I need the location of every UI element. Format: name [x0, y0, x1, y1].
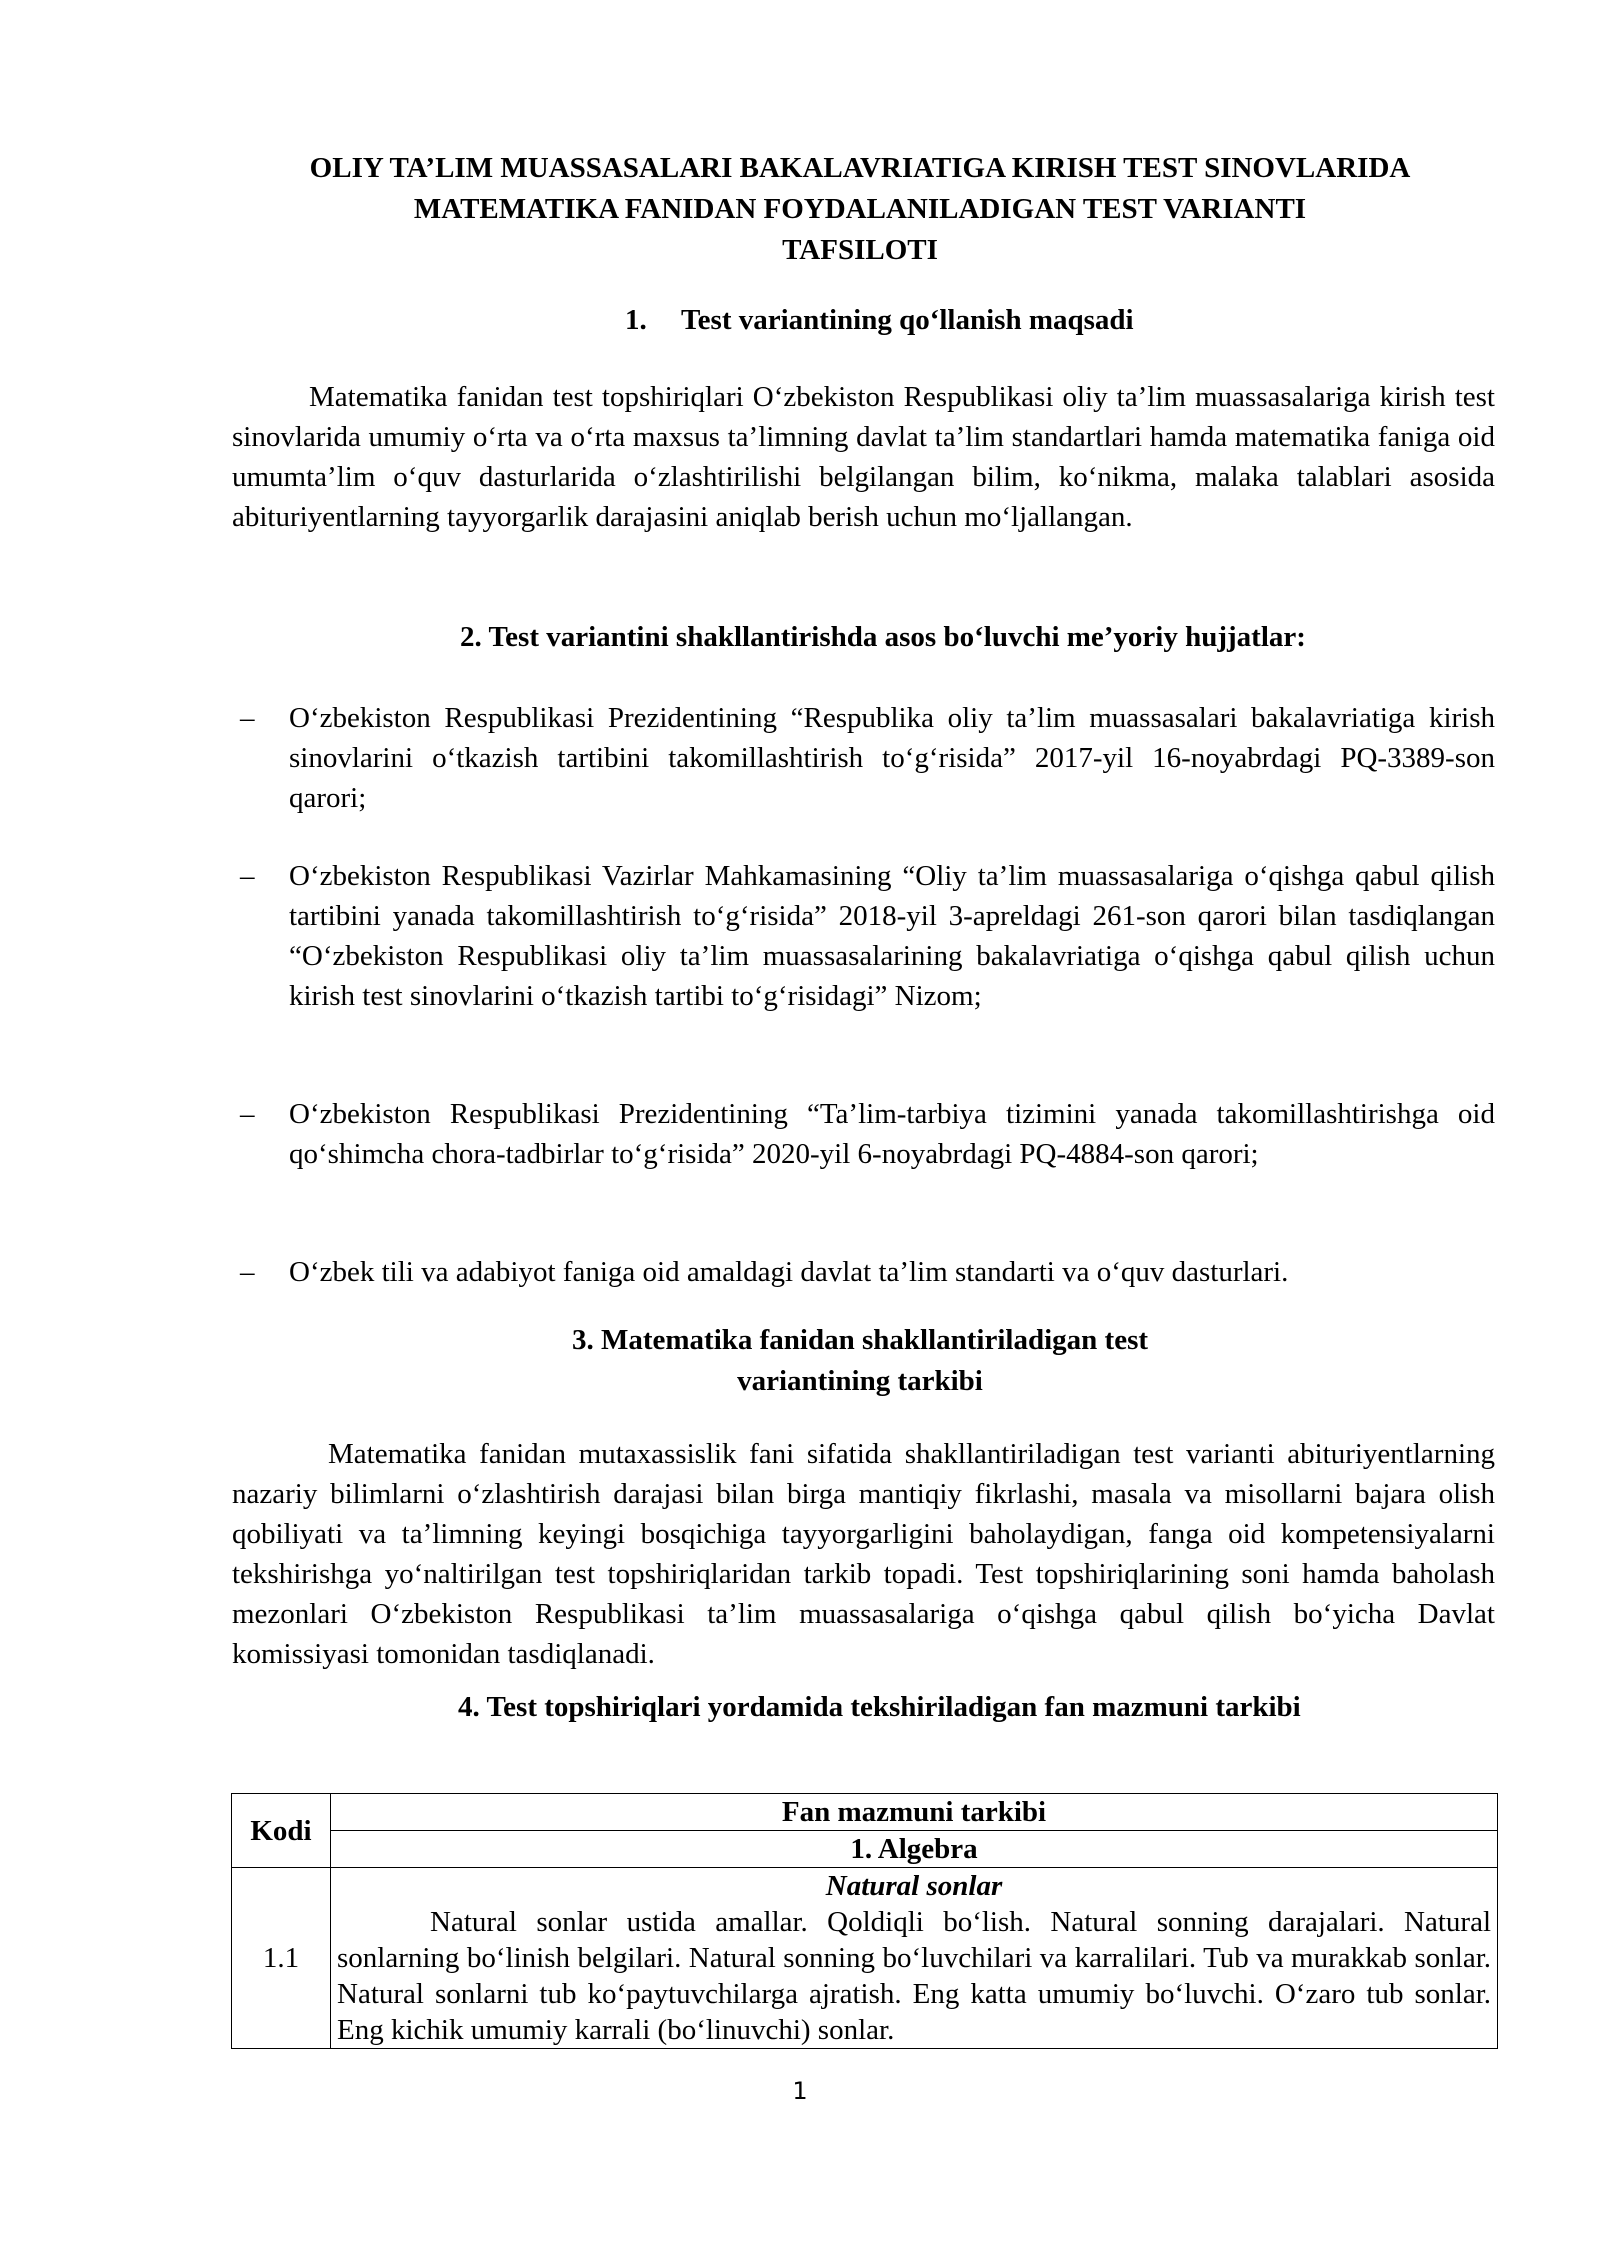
- section-1-number: 1.: [625, 304, 647, 336]
- regulation-list-item: [232, 698, 1495, 818]
- section-3-heading: [200, 1320, 1520, 1402]
- title-line-2: MATEMATIKA FANIDAN FOYDALANILADIGAN TEST VARIANTI: [413, 193, 1307, 225]
- section-1-heading-text: Test variantining qo‘llanish maqsadi: [681, 304, 1134, 336]
- header-code-cell: Kodi: [232, 1794, 331, 1868]
- header-content-cell: Fan mazmuni tarkibi: [331, 1794, 1498, 1831]
- title-line-3: TAFSILOTI: [782, 234, 938, 266]
- regulation-list-item: [232, 1252, 1495, 1292]
- table-row: [232, 1868, 1498, 2049]
- dash-bullet-icon: –: [240, 1256, 255, 1288]
- section-1-paragraph: Matematika fanidan test topshiriqlari O‘zbekiston Respublikasi oliy ta’lim muassasalariga kirish test sinovlarida umumiy o‘rta va o‘rta maxsus ta’limning davlat ta’lim standartlari hamda matematika faniga oid umumta’lim o‘quv dasturlarida o‘zlashtirilishi belgilangan bilim, ko‘nikma, malaka talablari asosida abituriyentlarning tayyorgarlik darajasini aniqlab berish uchun mo‘ljallangan.: [232, 381, 1495, 533]
- section-4-heading: 4. Test topshiriqlari yordamida tekshiriladigan fan mazmuni tarkibi: [458, 1691, 1301, 1723]
- row-title: Natural sonlar: [825, 1870, 1003, 1902]
- page-number: 1: [792, 2077, 808, 2105]
- regulation-text: O‘zbekiston Respublikasi Vazirlar Mahkamasining “Oliy ta’lim muassasalariga o‘qishga qabul qilish tartibini yanada takomillashtirish to‘g‘risida” 2018-yil 3-apreldagi 261-son qarori bilan tasdiqlangan “O‘zbekiston Respublikasi oliy ta’lim muassasalarining bakalavriatiga o‘qishga qabul qilish uchun kirish test sinovlarini o‘tkazish tartibi to‘g‘risidagi” Nizom;: [289, 860, 1495, 1012]
- section-3-paragraph: Matematika fanidan mutaxassislik fani sifatida shakllantiriladigan test varianti abituriyentlarning nazariy bilimlarni o‘zlashtirish darajasi bilan birga mantiqiy fikrlashi, masala va misollarni bajara olish qobiliyati va ta’limning keyingi bosqichiga tayyorgarligini baholaydigan, fanga oid kompetensiyalarni tekshirishga yo‘naltirilgan test topshiriqlaridan tarkib topadi. Test topshiriqlarining soni hamda baholash mezonlari O‘zbekiston Respublikasi ta’lim muassasalariga o‘qishga qabul qilish bo‘yicha Davlat komissiyasi tomonidan tasdiqlanadi.: [232, 1438, 1495, 1670]
- section-3-heading-line-2: variantining tarkibi: [737, 1365, 983, 1397]
- title-line-1: OLIY TA’LIM MUASSASALARI BAKALAVRIATIGA KIRISH TEST SINOVLARIDA: [309, 152, 1411, 184]
- regulation-list-item: [232, 856, 1495, 1016]
- content-table: [231, 1793, 1498, 2049]
- regulation-text: O‘zbekiston Respublikasi Prezidentining “Ta’lim-tarbiya tizimini yanada takomillashtirishga oid qo‘shimcha chora-tadbirlar to‘g‘risida” 2020-yil 6-noyabrdagi PQ-4884-son qarori;: [289, 1098, 1495, 1170]
- regulation-text: O‘zbek tili va adabiyot faniga oid amaldagi davlat ta’lim standarti va o‘quv dasturlari.: [289, 1256, 1289, 1288]
- regulation-text: O‘zbekiston Respublikasi Prezidentining “Respublika oliy ta’lim muassasalari bakalavriatiga kirish sinovlarini o‘tkazish tartibini takomillashtirish to‘g‘risida” 2017-yil 16-noyabrdagi PQ-3389-son qarori;: [289, 702, 1495, 814]
- dash-bullet-icon: –: [240, 860, 255, 892]
- section-3-heading-line-1: 3. Matematika fanidan shakllantiriladigan test: [571, 1324, 1149, 1356]
- document-title: [200, 148, 1520, 271]
- row-text: Natural sonlar ustida amallar. Qoldiqli bo‘lish. Natural sonning darajalari. Natural sonlarning bo‘linish belgilari. Natural sonning bo‘luvchilari va karralilari. Tub va murakkab sonlar. Natural sonlarni tub ko‘paytuvchilarga ajratish. Eng katta umumiy bo‘luvchi. O‘zaro tub sonlar. Eng kichik umumiy karrali (bo‘linuvchi) sonlar.: [337, 1906, 1491, 2046]
- section-2-heading: 2. Test variantini shakllantirishda asos bo‘luvchi me’yoriy hujjatlar:: [460, 621, 1306, 653]
- section-1-heading: [625, 300, 1134, 341]
- dash-bullet-icon: –: [240, 702, 255, 734]
- group-title-cell: 1. Algebra: [331, 1831, 1498, 1868]
- row-content-cell: [331, 1868, 1498, 2049]
- row-code-cell: 1.1: [232, 1868, 331, 2049]
- dash-bullet-icon: –: [240, 1098, 255, 1130]
- group-row: [232, 1831, 1498, 1868]
- table-header-row: [232, 1794, 1498, 1831]
- regulation-list-item: [232, 1094, 1495, 1174]
